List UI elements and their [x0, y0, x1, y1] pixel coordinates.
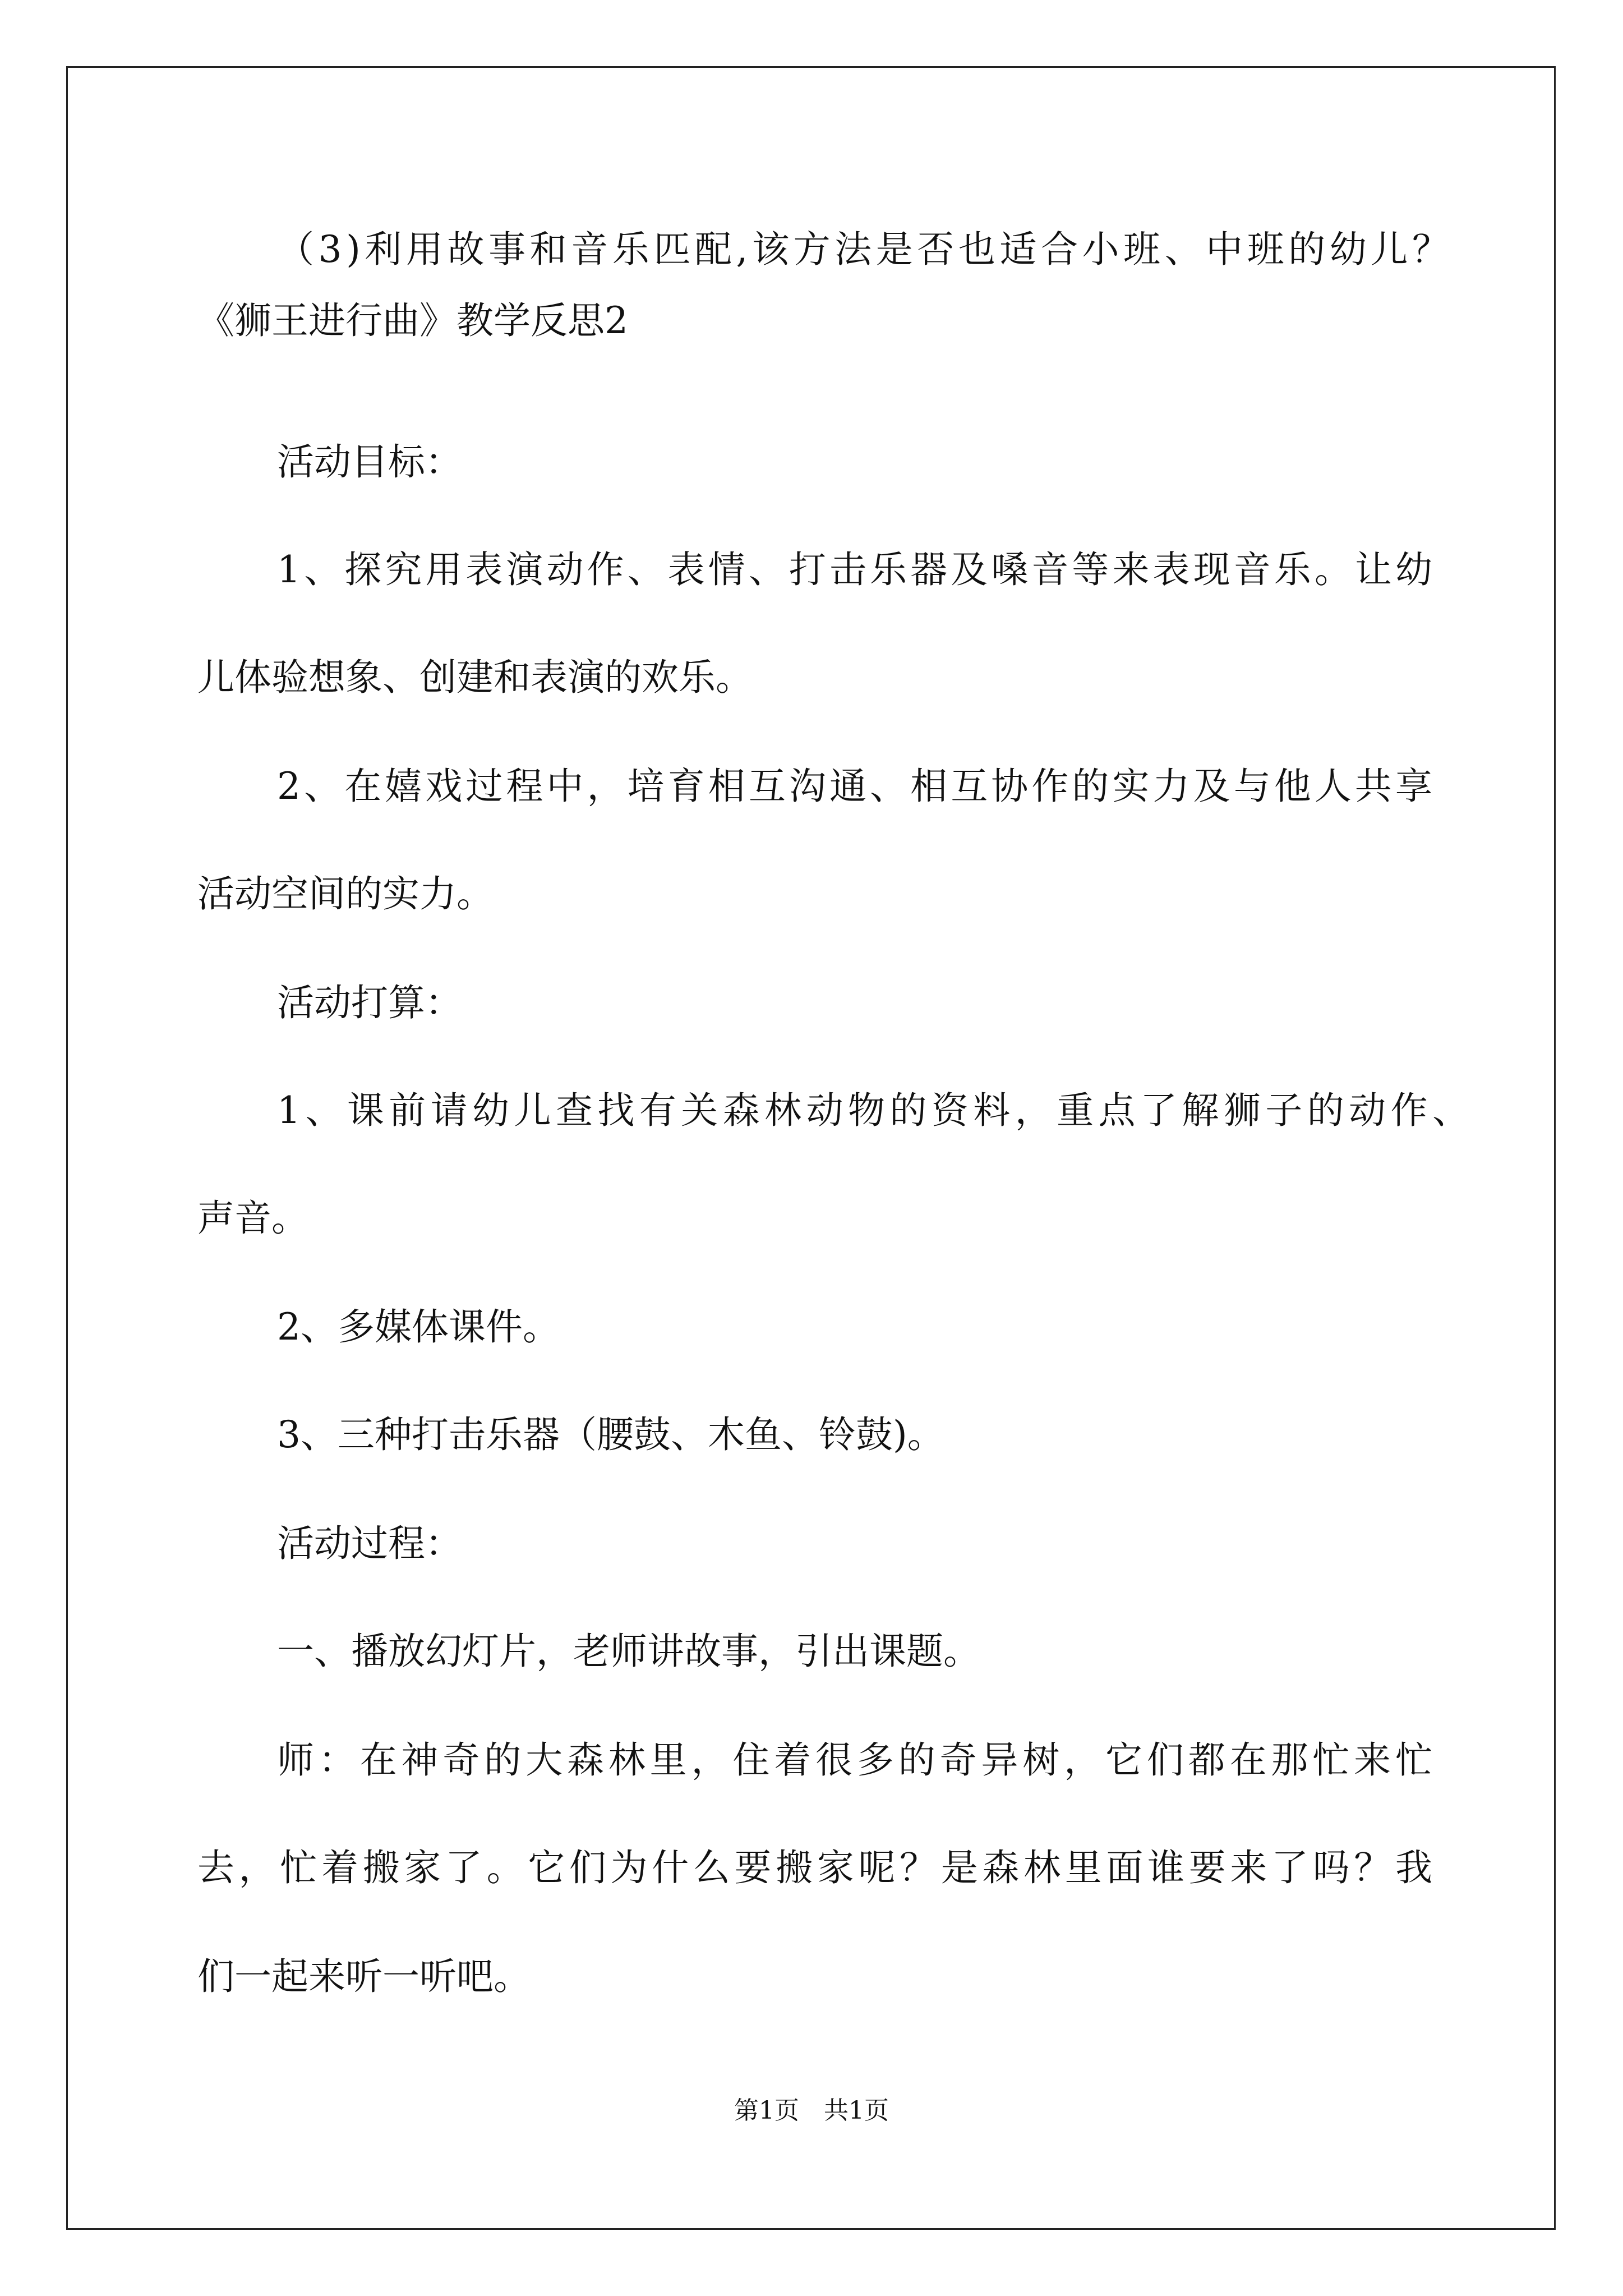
section-heading: 活动目标：: [277, 440, 462, 484]
paragraph-line: 一、播放幻灯片，老师讲故事，引出课题。: [277, 1630, 980, 1673]
paragraph-line: 师：在神奇的大森林里，住着很多的奇异树，它们都在那忙来忙: [277, 1738, 1437, 1782]
section-heading: 《狮王进行曲》教学反思2: [197, 299, 628, 342]
page-border: [66, 66, 1556, 2230]
paragraph-line: 1、课前请幼儿查找有关森林动物的资料，重点了解狮子的动作、: [277, 1089, 1474, 1132]
paragraph-line: 1、探究用表演动作、表情、打击乐器及嗓音等来表现音乐。让幼: [277, 548, 1436, 591]
paragraph-line: 儿体验想象、创建和表演的欢乐。: [197, 656, 753, 699]
paragraph-line: （3)利用故事和音乐匹配,该方法是否也适合小班、中班的幼儿？: [277, 228, 1454, 271]
paragraph-line: 声音。: [197, 1197, 308, 1240]
paragraph-line: 去，忙着搬家了。它们为什么要搬家呢？是森林里面谁要来了吗？我: [197, 1846, 1437, 1889]
section-heading: 活动过程：: [277, 1522, 462, 1565]
paragraph-line: 2、在嬉戏过程中，培育相互沟通、相互协作的实力及与他人共享: [277, 765, 1436, 808]
paragraph-line: 3、三种打击乐器（腰鼓、木鱼、铃鼓)。: [277, 1413, 944, 1456]
page-number-footer: 第1页 共1页: [734, 2096, 889, 2125]
section-heading: 活动打算：: [277, 981, 462, 1024]
paragraph-line: 活动空间的实力。: [197, 872, 494, 915]
paragraph-line: 2、多媒体课件。: [277, 1305, 560, 1349]
paragraph-line: 们一起来听一听吧。: [197, 1955, 531, 1998]
